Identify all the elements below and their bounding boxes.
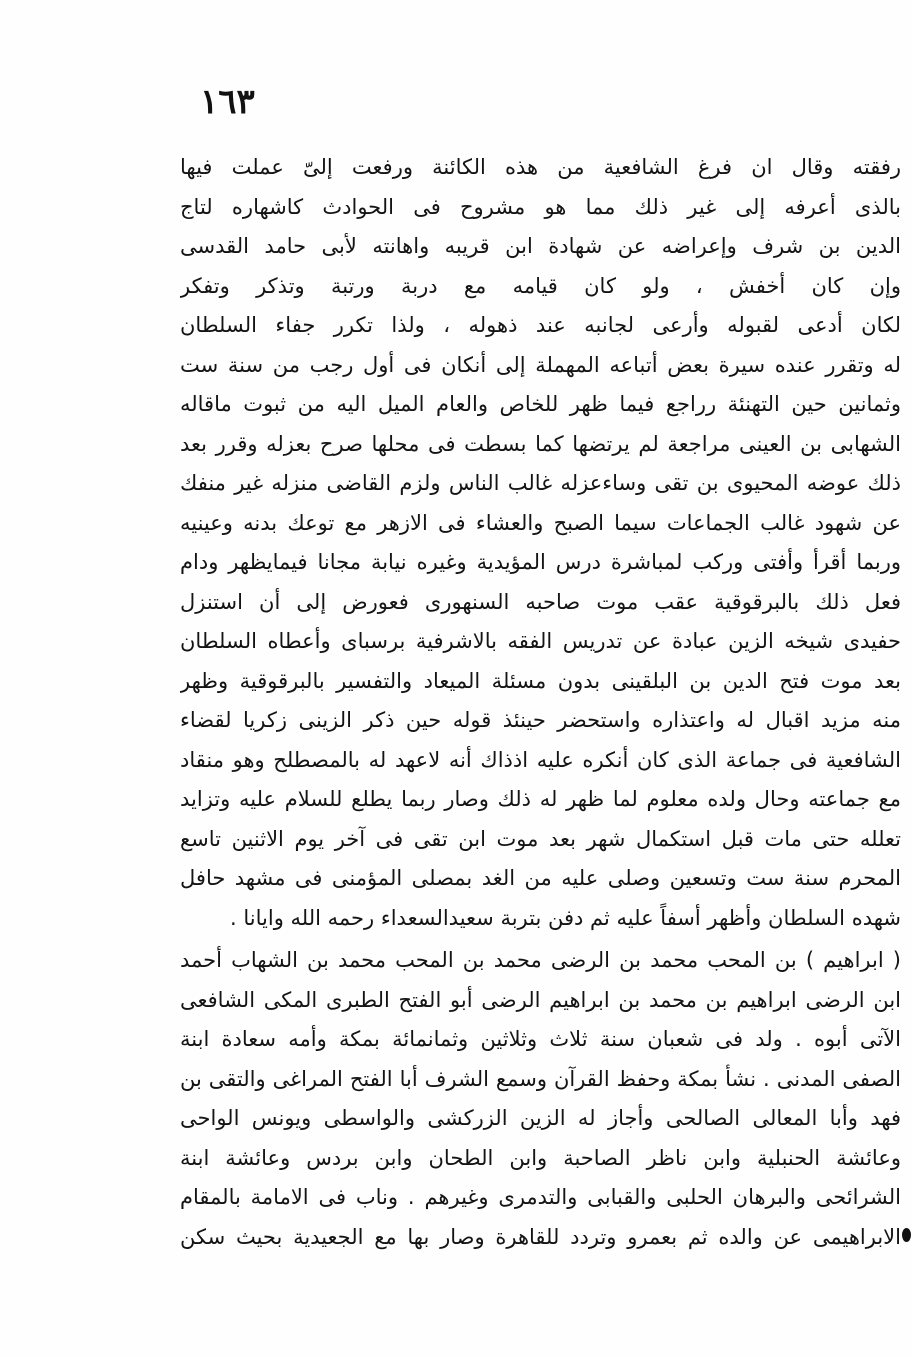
text-line: الآتى أبوه . ولد فى شعبان سنة ثلاث وثلاثين وثمانمائة بمكة وأمه سعادة ابنة	[180, 1027, 901, 1051]
text-line: تعلله حتى مات قبل استكمال شهر بعد موت ابن تقى فى آخر يوم الاثنين تاسع	[180, 826, 901, 851]
text-line: مع جماعته وحال ولده معلوم لما ظهر له ذلك وصار ربما يطلع للسلام عليه وتزايد	[180, 787, 901, 811]
entry-heading-line: ( ابراهيم ) بن المحب محمد بن الرضى محمد بن المحب محمد بن الشهاب أحمد	[180, 948, 901, 972]
margin-ink-dot	[902, 1228, 911, 1242]
text-line: له وتقرر عنده سيرة بعض أتباعه المهملة إلى أنكان فى أول رجب من سنة ست	[180, 352, 901, 377]
text-line: عن شهود غالب الجماعات سيما الصبح والعشاء فى الازهر مع توعك بدنه وعينيه	[180, 510, 901, 535]
page-text	[180, 148, 901, 1257]
page-number: ١٦٣	[200, 82, 255, 122]
text-line: بالذى أعرفه إلى غير ذلك مما هو مشروح فى الحوادث كاشهاره لتاج	[180, 194, 901, 219]
text-line: الصفى المدنى . نشأ بمكة وحفظ القرآن وسمع الشرف أبا الفتح المراغى والتقى بن	[180, 1066, 901, 1091]
text-line: الدين بن شرف وإعراضه عن شهادة ابن قريبه واهانته لأبى حامد القدسى	[180, 234, 901, 258]
text-line: المحرم سنة ست وتسعين وصلى عليه من الغد بمصلى المؤمنى فى مشهد حافل	[180, 866, 901, 890]
text-line: فعل ذلك بالبرقوقية عقب موت صاحبه السنهورى فعورض إلى أن استنزل	[180, 589, 901, 614]
text-line: وربما أقرأ وأفتى وركب لمباشرة درس المؤيدية وغيره نيابة مجانا فيمايظهر ودام	[180, 550, 901, 574]
text-line: الشافعية فى جماعة الذى كان أنكره عليه اذذاك أنه لاعهد له بالمصطلح وهو منقاد	[180, 747, 901, 772]
text-line: رفقته وقال ان فرغ الشافعية من هذه الكائنة ورفعت إلىّ عملت فيها	[180, 155, 901, 179]
text-line: الشهابى بن العينى مراجعة لم يرتضها كما بسطت فى محلها صرح بعزله وقرر بعد	[180, 431, 901, 456]
text-line: وإن كان أخفش ، ولو كان قيامه مع دربة ورتبة وتذكر وتفكر	[180, 273, 901, 298]
text-line: ذلك عوضه المحيوى بن تقى وساءعزله غالب الناس ولزم القاضى منزله غير منفك	[180, 471, 901, 495]
text-line: ابن الرضى ابراهيم بن محمد بن ابراهيم الرضى أبو الفتح الطبرى المكى الشافعى	[180, 987, 901, 1012]
text-line: وثمانين حين التهنئة رراجع فيما ظهر للخاص والعام الميل اليه من ثبوت ماقاله	[180, 392, 901, 416]
text-line: لكان أدعى لقبوله وأرعى لجانبه عند ذهوله ، ولذا تكرر جفاء السلطان	[180, 313, 901, 337]
text-line: الابراهيمى عن والده ثم بعمرو وتردد للقاهرة وصار بها مع الجعيدية بحيث سكن	[180, 1224, 901, 1249]
text-line: حفيدى شيخه الزين عبادة عن تدريس الفقه بالاشرفية برسباى وأعطاه السلطان	[180, 629, 901, 653]
text-line: منه مزيد اقبال له واعتذاره واستحضر حينئذ قوله حين ذكر الزينى زكريا لقضاء	[180, 708, 901, 732]
text-line: الشرائحى والبرهان الحلبى والقبابى والتدمرى وغيرهم . وناب فى الامامة بالمقام	[180, 1185, 901, 1209]
text-line: فهد وأبا المعالى الصالحى وأجاز له الزين الزركشى والواسطى ويونس الواحى	[180, 1106, 901, 1130]
text-line: بعد موت فتح الدين بن البلقينى بدون مسئلة الميعاد والتفسير بالبرقوقية وظهر	[180, 668, 901, 693]
text-line: وعائشة الحنبلية وابن ناظر الصاحبة وابن الطحان وابن بردس وعائشة ابنة	[180, 1145, 901, 1170]
text-line: شهده السلطان وأظهر أسفاً عليه ثم دفن بتربة سعيدالسعداء رحمه الله وايانا .	[230, 905, 901, 930]
